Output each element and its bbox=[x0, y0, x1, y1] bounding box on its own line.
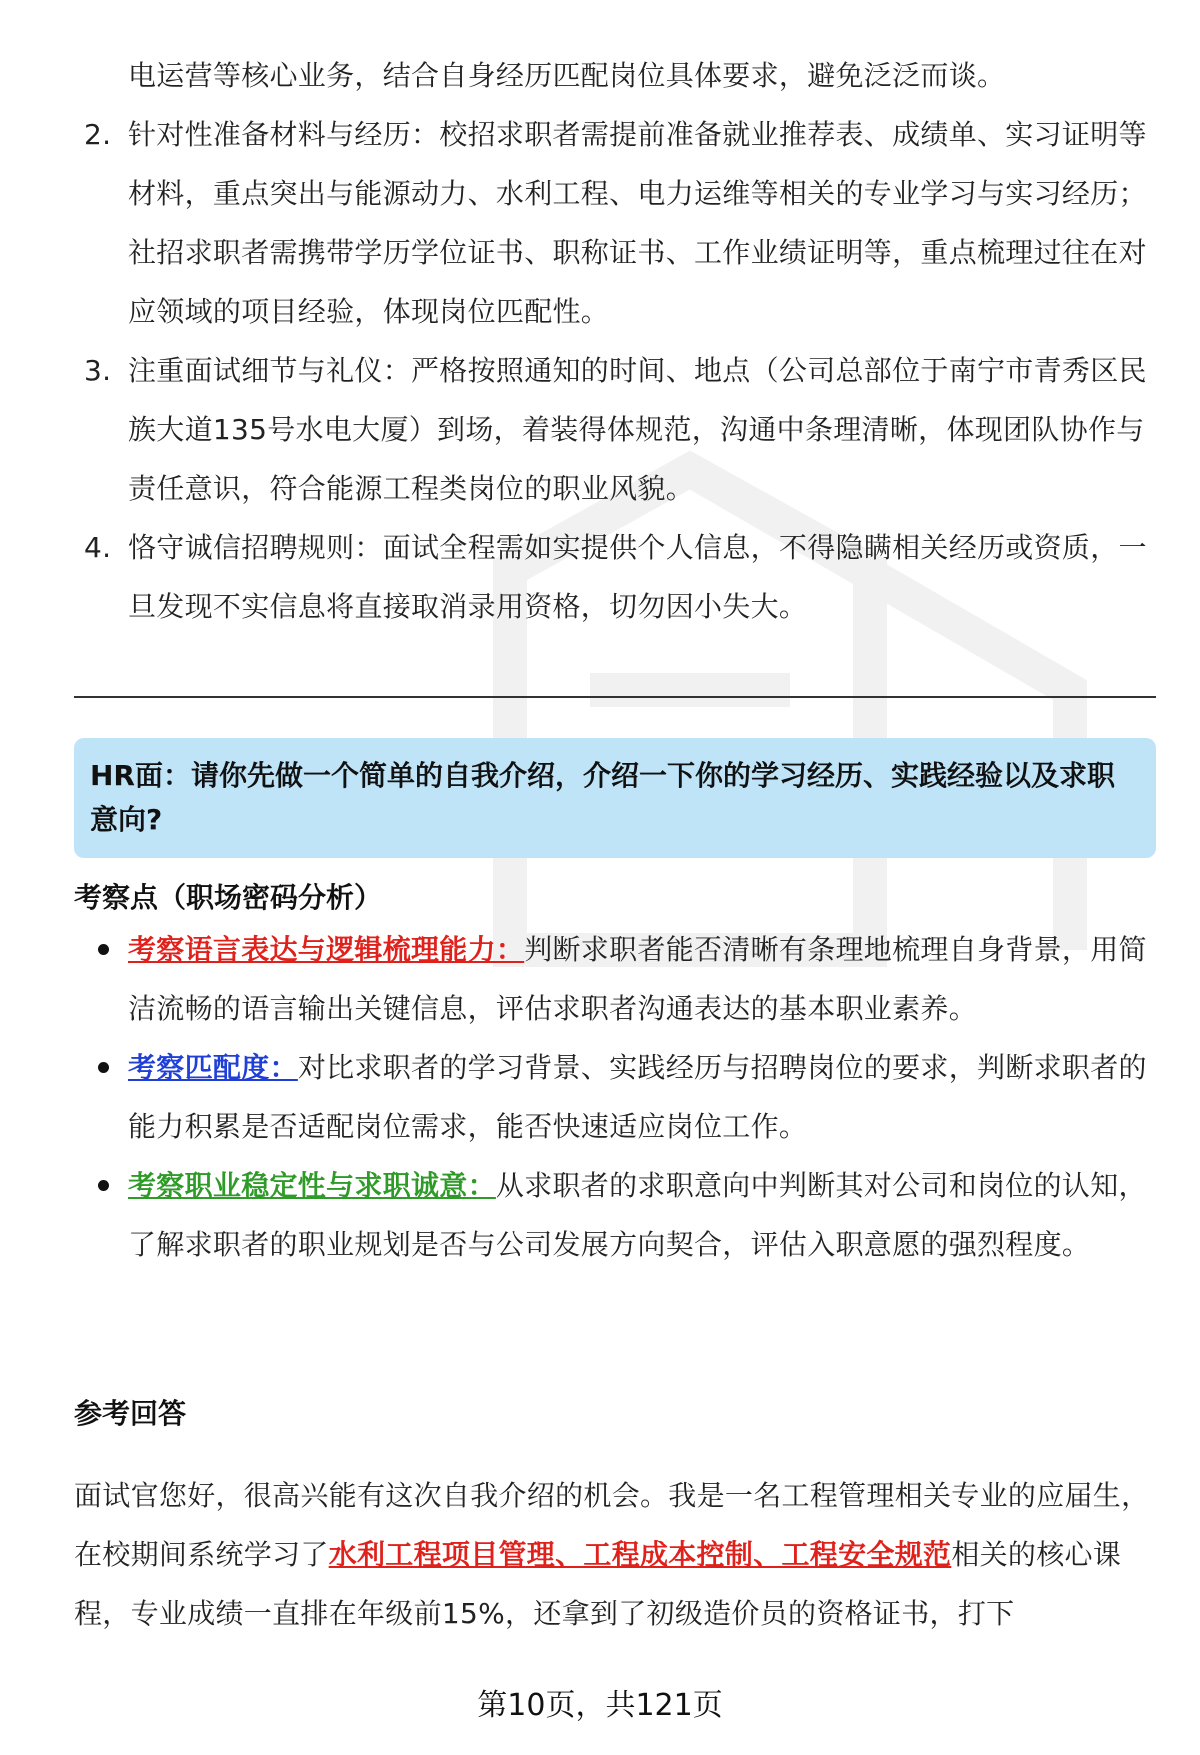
list-item-text: 电运营等核心业务，结合自身经历匹配岗位具体要求，避免泛泛而谈。 bbox=[128, 59, 1006, 92]
section-divider bbox=[74, 696, 1156, 698]
kaocha-heading: 考察点（职场密码分析） bbox=[74, 881, 383, 914]
bullet-icon bbox=[98, 1062, 109, 1073]
list-item bbox=[74, 105, 1154, 341]
answer-heading: 参考回答 bbox=[74, 1397, 187, 1430]
list-item-text: 注重面试细节与礼仪：严格按照通知的时间、地点（公司总部位于南宁市青秀区民族大道135号水电大厦）到场，着装得体规范，沟通中条理清晰，体现团队协作与责任意识，符合能源工程类岗位的职业风貌。 bbox=[128, 354, 1147, 505]
question-text: HR面：请你先做一个简单的自我介绍，介绍一下你的学习经历、实践经验以及求职意向? bbox=[90, 759, 1115, 836]
keyword-label: 考察匹配度： bbox=[128, 1051, 298, 1084]
page-number: 第10页，共121页 bbox=[477, 1688, 723, 1723]
list-item-text: 从求职者的求职意向中判断其对公司和岗位的认知，了解求职者的职业规划是否与公司发展方向契合，评估入职意愿的强烈程度。 bbox=[128, 1169, 1147, 1261]
list-item bbox=[74, 341, 1154, 518]
list-item bbox=[74, 518, 1154, 636]
kaocha-list bbox=[74, 920, 1154, 1274]
list-number: 3. bbox=[84, 354, 112, 387]
list-item-text: 恪守诚信招聘规则：面试全程需如实提供个人信息，不得隐瞒相关经历或资质，一旦发现不实信息将直接取消录用资格，切勿因小失大。 bbox=[128, 531, 1147, 623]
answer-text: 面试官您好，很高兴能有这次自我介绍的机会。我是一名工程管理相关专业的应届生，在校期间系统学习了 bbox=[74, 1479, 1150, 1571]
list-item-text: 针对性准备材料与经历：校招求职者需提前准备就业推荐表、成绩单、实习证明等材料，重点突出与能源动力、水利工程、电力运维等相关的专业学习与实习经历；社招求职者需携带学历学位证书、职称证书、工作业绩证明等，重点梳理过往在对应领域的项目经验，体现岗位匹配性。 bbox=[128, 118, 1147, 328]
list-item bbox=[74, 1038, 1154, 1156]
bullet-icon bbox=[98, 944, 109, 955]
bullet-icon bbox=[98, 1180, 109, 1191]
keyword-label: 考察职业稳定性与求职诚意： bbox=[128, 1169, 496, 1202]
answer-highlight: 水利工程项目管理、工程成本控制、工程安全规范 bbox=[328, 1538, 952, 1571]
keyword-label: 考察语言表达与逻辑梳理能力： bbox=[128, 933, 525, 966]
list-item bbox=[74, 1156, 1154, 1274]
question-box bbox=[74, 738, 1156, 858]
list-number: 4. bbox=[84, 531, 112, 564]
answer-paragraph bbox=[74, 1466, 1156, 1643]
list-item-continuation bbox=[74, 46, 1154, 105]
list-number: 2. bbox=[84, 118, 112, 151]
tips-list bbox=[74, 46, 1154, 636]
answer-text: 相关的核心课程，专业成绩一直排在年级前15%，还拿到了初级造价员的资格证书，打下 bbox=[74, 1538, 1122, 1630]
list-item-text: 对比求职者的学习背景、实践经历与招聘岗位的要求，判断求职者的能力积累是否适配岗位需求，能否快速适应岗位工作。 bbox=[128, 1051, 1147, 1143]
list-item-text: 判断求职者能否清晰有条理地梳理自身背景，用简洁流畅的语言输出关键信息，评估求职者沟通表达的基本职业素养。 bbox=[128, 933, 1147, 1025]
list-item bbox=[74, 920, 1154, 1038]
